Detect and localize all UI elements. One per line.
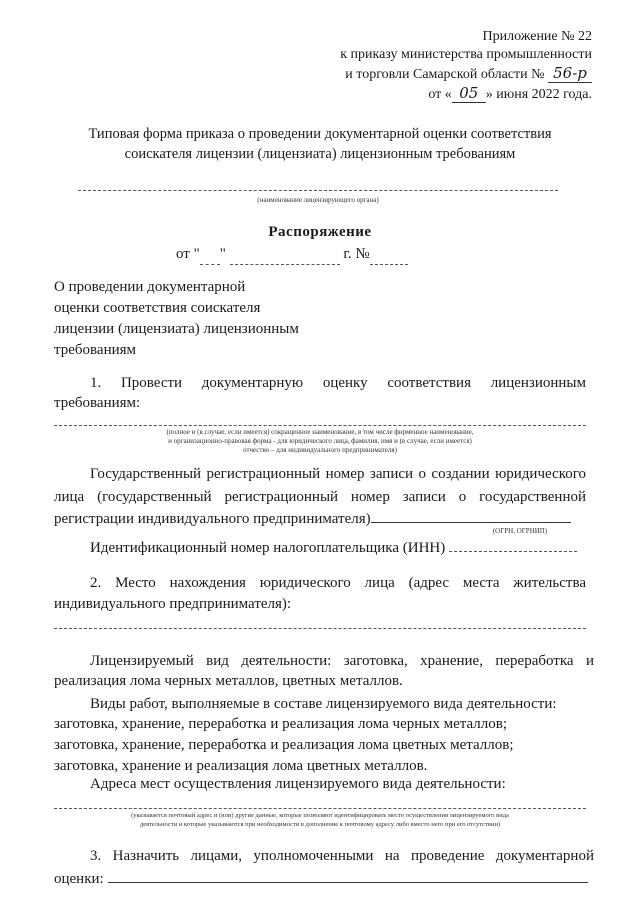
works-item: заготовка, хранение и реализация лома цветных металлов. bbox=[54, 758, 428, 774]
number-blank bbox=[370, 244, 408, 265]
ogrn-line2: лица (государственный регистрационный номер записи о государственной bbox=[54, 489, 586, 505]
day-blank bbox=[200, 244, 220, 265]
annex-order-ref: к приказу министерства промышленности bbox=[340, 47, 592, 62]
ogrn-caption: (ОГРН, ОГРНИП) bbox=[492, 527, 548, 535]
works-list bbox=[54, 714, 514, 777]
addresses-heading: Адреса мест осуществления лицензируемого вида деятельности: bbox=[90, 776, 506, 792]
authority-caption: (наименование лицензирующего органа) bbox=[257, 196, 379, 204]
inn-line: Идентификационный номер налогоплательщика (ИНН) bbox=[90, 537, 577, 558]
inspectors-blank bbox=[108, 868, 588, 883]
works-heading: Виды работ, выполняемые в составе лицензируемого вида деятельности: bbox=[90, 696, 557, 712]
order-subject: О проведении документарной оценки соответствия соискателя лицензии (лицензиата) лицензионным требованиям bbox=[54, 279, 299, 358]
authority-blank-line bbox=[78, 190, 558, 191]
annex-header bbox=[340, 28, 592, 104]
addresses-caption: (указывается почтовый адрес и (или) другие данные, которые позволяют идентифицировать место осуществления лицензируемого вида деятельности и которые указываются при необходимости в дополнение к почтовому адресу либо вместо него при его отсутствии) bbox=[131, 812, 509, 828]
handwritten-order-number: 56-р bbox=[548, 64, 592, 83]
ogrn-line3: регистрации индивидуального предпринимателя) bbox=[54, 508, 571, 529]
item-3-line1: 3. Назначить лицами, уполномоченными на проведение документарной bbox=[90, 848, 594, 864]
works-item: заготовка, хранение, переработка и реализация лома черных металлов; bbox=[54, 716, 507, 732]
order-heading: Распоряжение bbox=[268, 224, 372, 240]
form-title: Типовая форма приказа о проведении документарной оценки соответствия соискателя лицензии (лицензиата) лицензионным требованиям bbox=[88, 126, 552, 162]
order-date-number-line: от " " г. № bbox=[176, 244, 456, 265]
annex-number: Приложение № 22 bbox=[482, 29, 592, 44]
activity-line1: Лицензируемый вид деятельности: заготовка, хранение, переработка и bbox=[90, 653, 594, 669]
activity-line2: реализация лома черных металлов, цветных металлов. bbox=[54, 673, 403, 689]
item-1-line2: требованиям: bbox=[54, 395, 141, 411]
licensee-caption: (полное и (в случае, если имеется) сокращенное наименование, в том числе фирменное наименование, и организационно-правовая форма - для юридического лица, фамилия, имя и (в случае, если имеется) отчество – для индивидуального предпринимателя) bbox=[166, 428, 474, 454]
licensee-blank-line bbox=[54, 425, 586, 426]
item-2-line2: индивидуального предпринимателя): bbox=[54, 596, 292, 612]
annex-order-date-line: от « 05 » июня 2022 года. bbox=[428, 84, 592, 102]
address-blank-line bbox=[54, 628, 586, 629]
handwritten-order-day: 05 bbox=[452, 84, 486, 103]
annex-order-number-line: и торговли Самарской области № 56-р bbox=[340, 64, 592, 84]
ogrn-line1: Государственный регистрационный номер записи о создании юридического bbox=[90, 466, 586, 482]
addresses-blank-line bbox=[54, 808, 586, 809]
item-2-line1: 2. Место нахождения юридического лица (адрес места жительства bbox=[90, 575, 586, 591]
ogrn-blank bbox=[371, 508, 571, 523]
item-3-line2: оценки: bbox=[54, 868, 588, 889]
item-1-line1: 1. Провести документарную оценку соответствия лицензионным bbox=[90, 375, 586, 391]
inn-blank bbox=[449, 537, 577, 552]
month-blank bbox=[230, 244, 340, 265]
works-item: заготовка, хранение, переработка и реализация лома цветных металлов; bbox=[54, 737, 514, 753]
